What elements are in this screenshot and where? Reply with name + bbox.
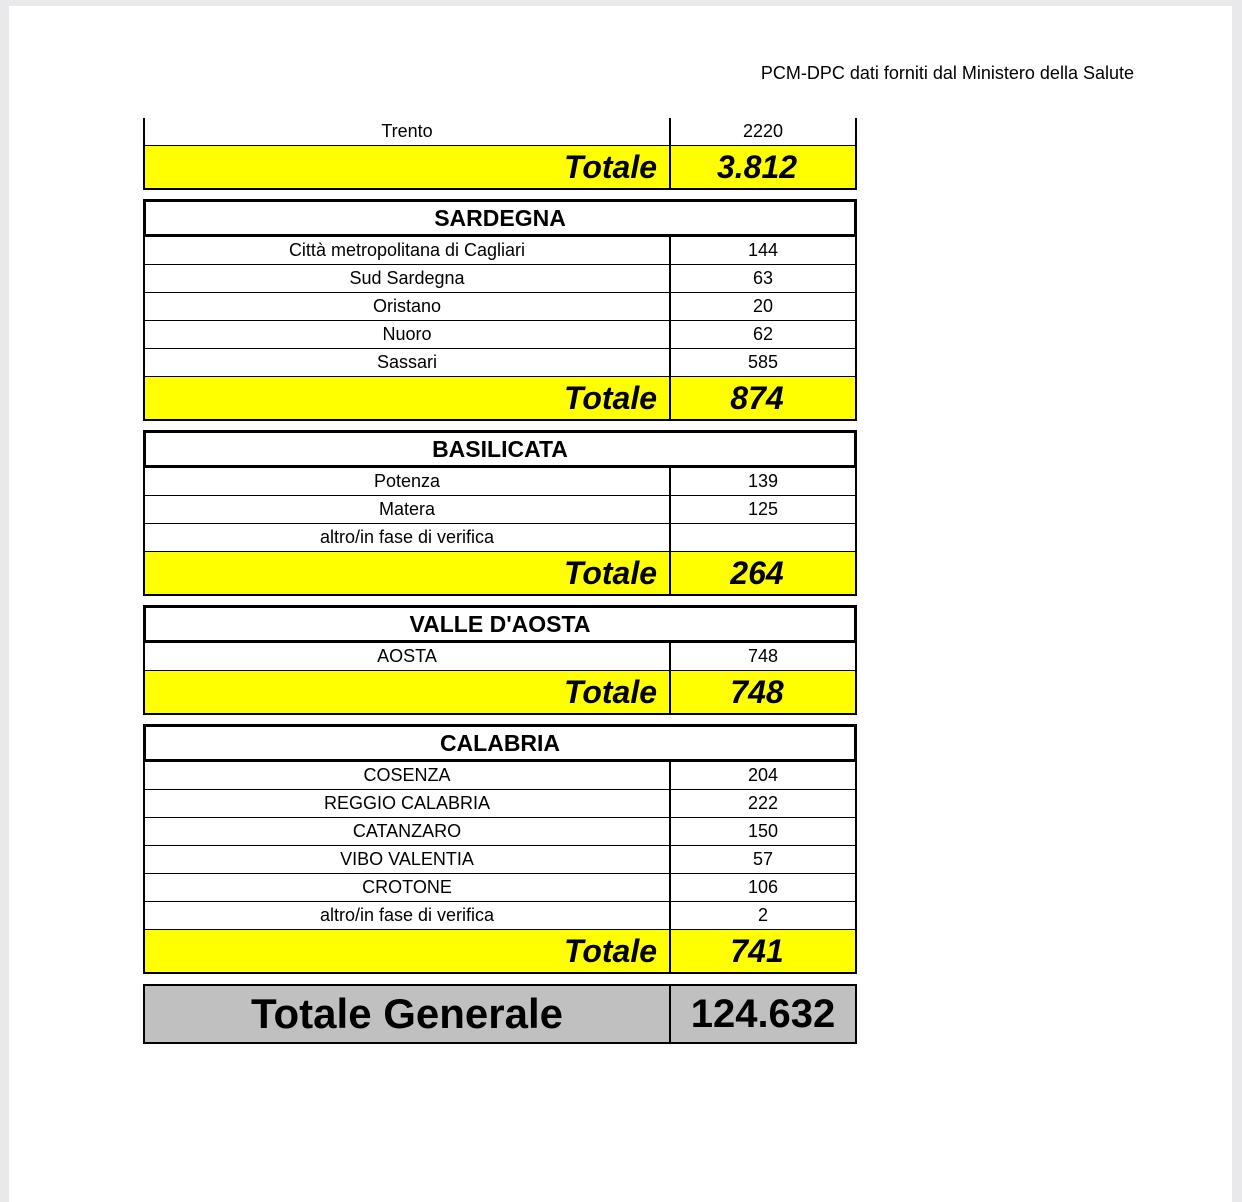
table-row [143, 118, 857, 146]
total-label: Totale [145, 146, 671, 188]
province-value: 2 [757, 905, 768, 925]
total-value: 264 [730, 555, 784, 591]
grand-total-label: Totale Generale [145, 986, 671, 1042]
province-name: Oristano [145, 293, 671, 320]
province-value: 125 [747, 499, 779, 519]
source-note: PCM-DPC dati forniti dal Ministero della Salute [760, 63, 1134, 83]
province-name: altro/in fase di verifica [145, 524, 671, 551]
total-label: Totale [145, 552, 671, 594]
province-value: 150 [747, 821, 779, 841]
province-value: 20 [752, 296, 774, 316]
total-value: 748 [730, 674, 784, 710]
province-value: 144 [747, 240, 779, 260]
region-header-calabria: CALABRIA [143, 724, 857, 762]
province-name: AOSTA [145, 643, 671, 670]
total-value: 741 [730, 933, 784, 969]
table-row [143, 902, 857, 930]
region-header-valle-aosta: VALLE D'AOSTA [143, 605, 857, 643]
table-row [143, 762, 857, 790]
table-row [143, 524, 857, 552]
province-name: Sud Sardegna [145, 265, 671, 292]
total-label: Totale [145, 671, 671, 713]
province-value: 222 [747, 793, 779, 813]
table-row [143, 846, 857, 874]
document-page [9, 6, 1232, 1202]
province-name: Nuoro [145, 321, 671, 348]
table-row [143, 496, 857, 524]
province-value: 63 [752, 268, 774, 288]
cases-table [143, 118, 857, 1044]
total-value: 874 [730, 380, 784, 416]
province-name: altro/in fase di verifica [145, 902, 671, 929]
grand-total-row [143, 984, 857, 1044]
province-value: 139 [747, 471, 779, 491]
table-row [143, 237, 857, 265]
province-name: Città metropolitana di Cagliari [145, 237, 671, 264]
total-row-basilicata [143, 552, 857, 596]
province-name: COSENZA [145, 762, 671, 789]
table-row [143, 265, 857, 293]
table-row [143, 874, 857, 902]
province-name: Sassari [145, 349, 671, 376]
province-value [671, 524, 855, 551]
province-value: 585 [747, 352, 779, 372]
province-name: VIBO VALENTIA [145, 846, 671, 873]
total-label: Totale [145, 377, 671, 419]
table-row [143, 293, 857, 321]
province-value: 204 [747, 765, 779, 785]
total-row-trento [143, 146, 857, 190]
grand-total-value: 124.632 [690, 992, 836, 1036]
region-header-basilicata: BASILICATA [143, 430, 857, 468]
province-value: 2220 [742, 121, 784, 141]
province-value: 62 [752, 324, 774, 344]
total-row-valle-aosta [143, 671, 857, 715]
table-row [143, 349, 857, 377]
table-row [143, 790, 857, 818]
province-name: Trento [145, 118, 671, 145]
total-row-sardegna [143, 377, 857, 421]
province-name: CROTONE [145, 874, 671, 901]
table-row [143, 321, 857, 349]
region-header-sardegna: SARDEGNA [143, 199, 857, 237]
province-value: 106 [747, 877, 779, 897]
province-name: CATANZARO [145, 818, 671, 845]
province-name: Potenza [145, 468, 671, 495]
table-row [143, 643, 857, 671]
table-row [143, 468, 857, 496]
province-name: REGGIO CALABRIA [145, 790, 671, 817]
total-value: 3.812 [716, 149, 798, 185]
province-value: 748 [747, 646, 779, 666]
total-row-calabria [143, 930, 857, 974]
province-value: 57 [752, 849, 774, 869]
table-row [143, 818, 857, 846]
total-label: Totale [145, 930, 671, 972]
province-name: Matera [145, 496, 671, 523]
